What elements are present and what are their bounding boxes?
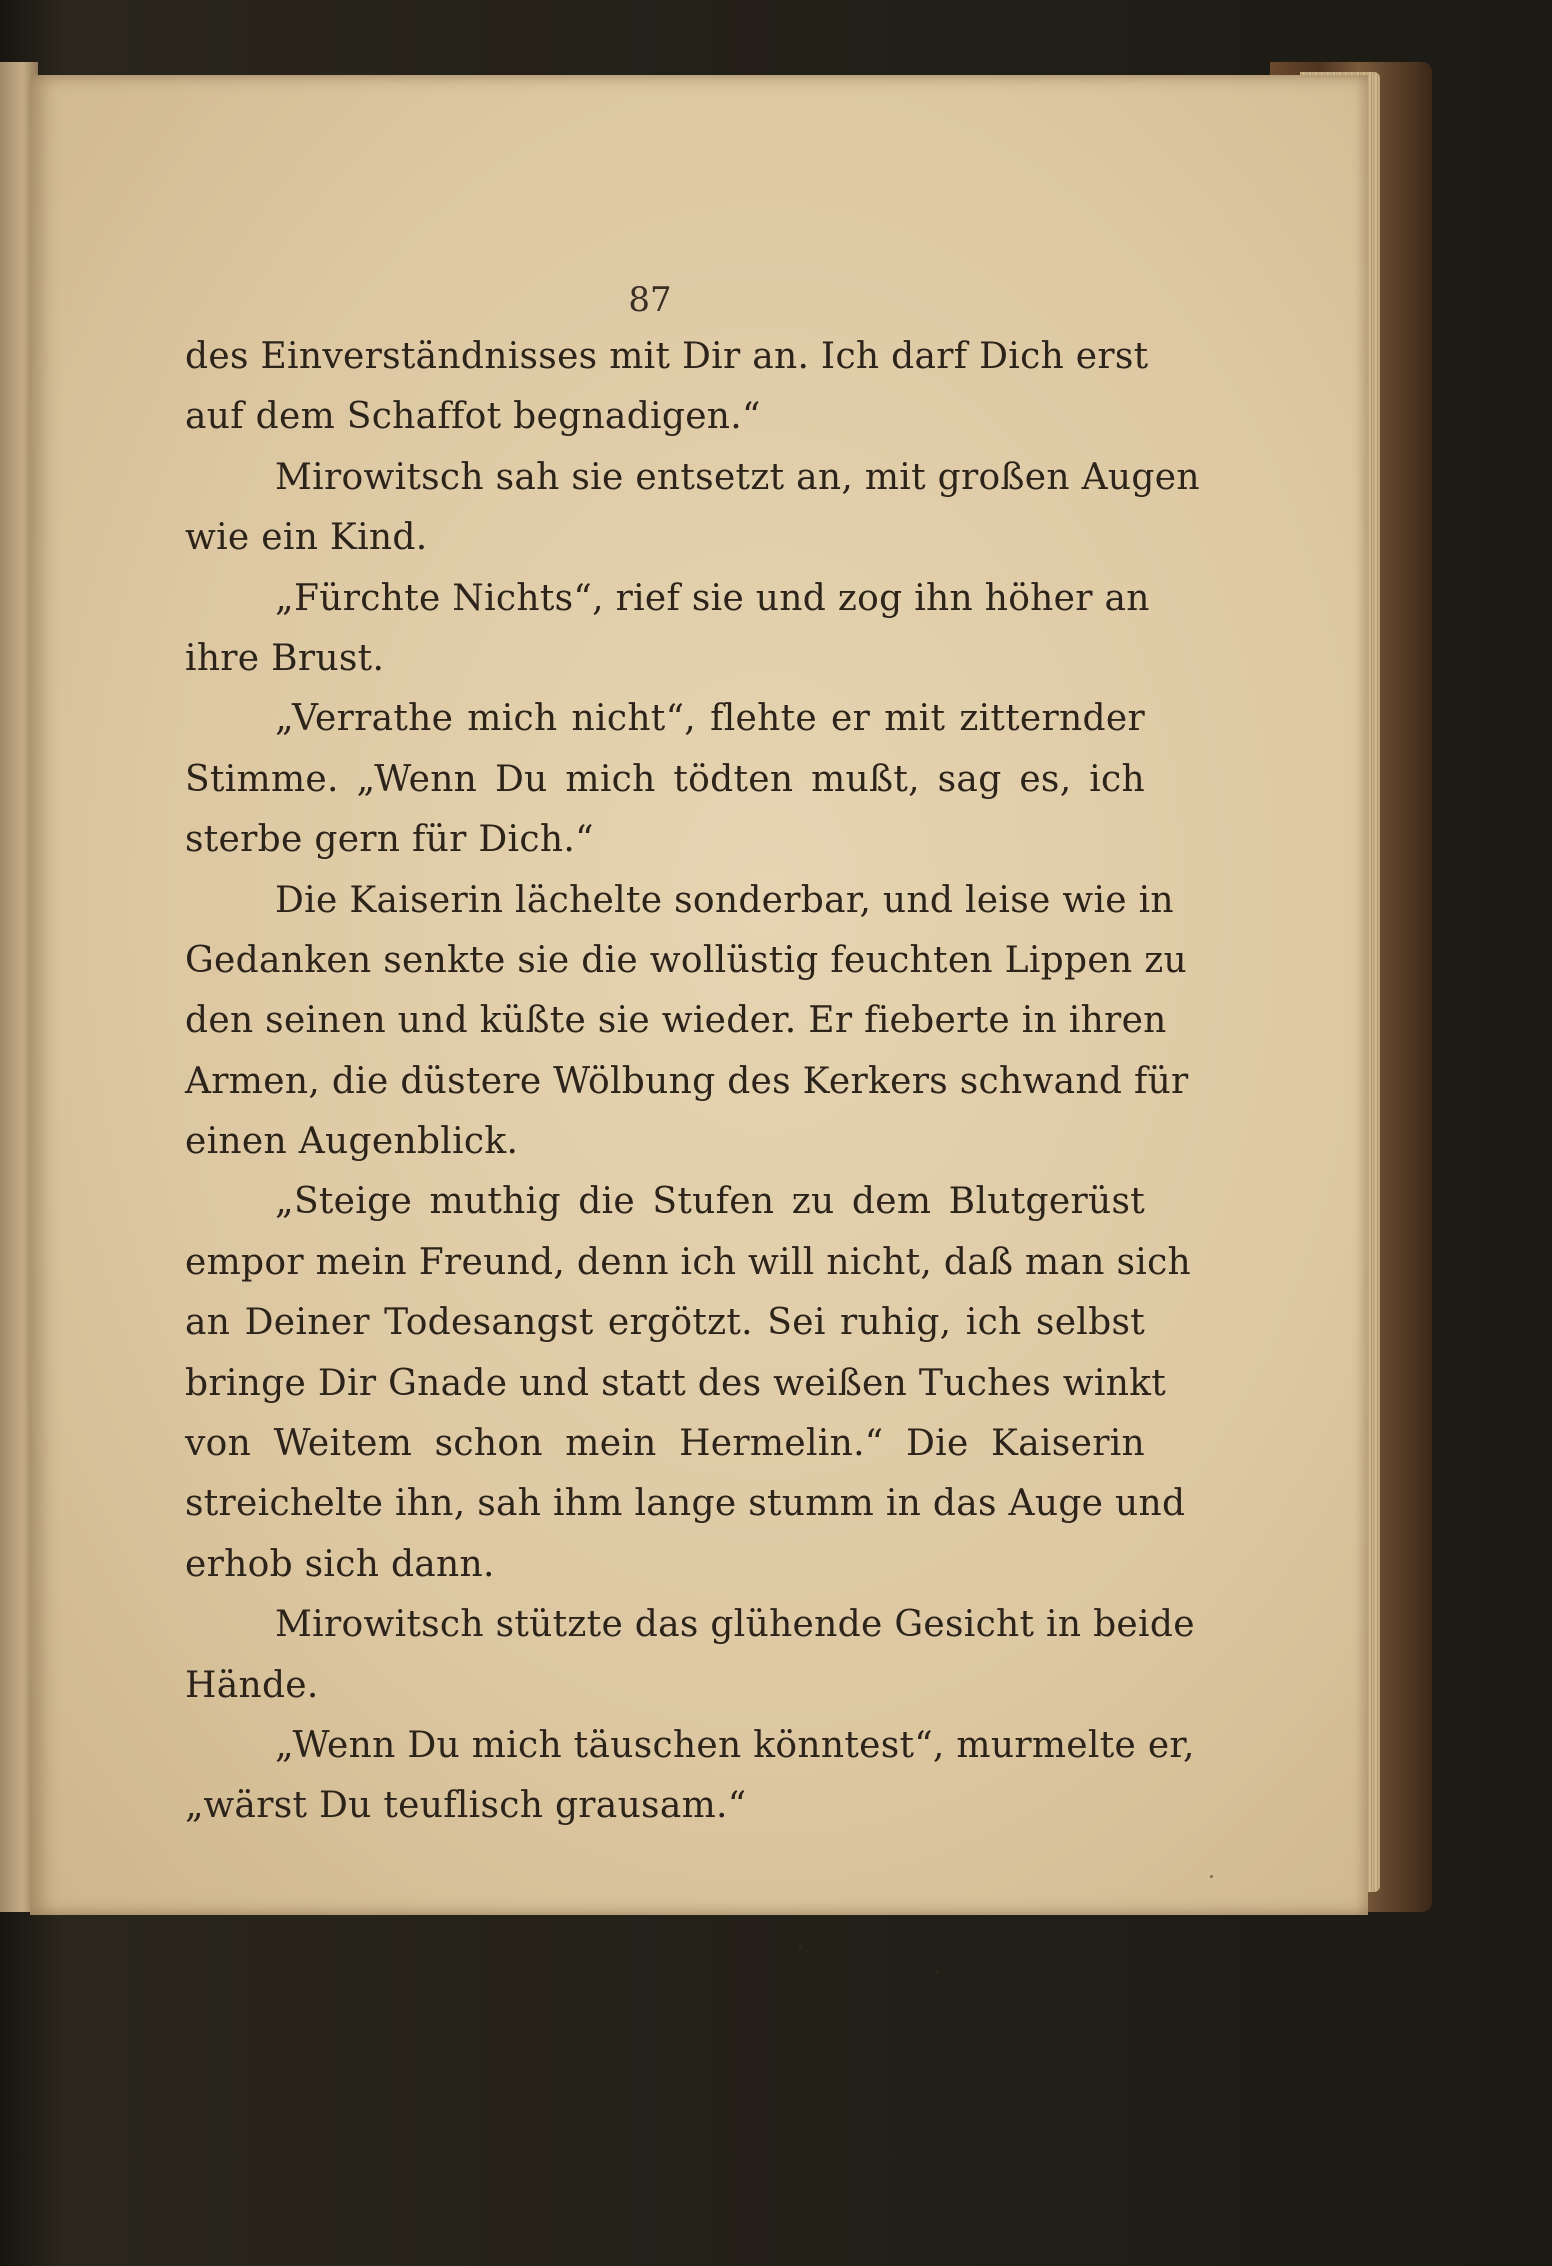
text-line: einen Augenblick. bbox=[185, 1121, 519, 1163]
text-line: „wärst Du teuflisch grausam.“ bbox=[185, 1785, 747, 1827]
text-line: den seinen und küßte sie wieder. Er fieberte in ihren bbox=[185, 1000, 1167, 1042]
text-line: Mirowitsch sah sie entsetzt an, mit großen Augen bbox=[275, 456, 1200, 498]
text-line: Die Kaiserin lächelte sonderbar, und leise wie in bbox=[275, 879, 1174, 921]
text-line: von Weitem schon mein Hermelin.“ Die Kaiserin bbox=[185, 1423, 1145, 1465]
text-line: „Fürchte Nichts“, rief sie und zog ihn höher an bbox=[275, 577, 1150, 619]
text-line: „Wenn Du mich täuschen könntest“, murmelte er, bbox=[275, 1724, 1195, 1766]
page-text-block bbox=[185, 327, 1200, 1837]
text-line: an Deiner Todesangst ergötzt. Sei ruhig, ich selbst bbox=[185, 1302, 1145, 1344]
text-line: Gedanken senkte sie die wollüstig feuchten Lippen zu bbox=[185, 939, 1187, 981]
text-line: erhob sich dann. bbox=[185, 1543, 495, 1585]
book-page bbox=[30, 75, 1368, 1915]
text-line: Armen, die düstere Wölbung des Kerkers schwand für bbox=[185, 1060, 1189, 1102]
text-line: ihre Brust. bbox=[185, 637, 385, 679]
text-line: Hände. bbox=[185, 1664, 319, 1706]
text-line: „Verrathe mich nicht“, flehte er mit zitternder bbox=[275, 698, 1145, 740]
text-line: wie ein Kind. bbox=[185, 517, 428, 559]
text-line: „Steige muthig die Stufen zu dem Blutgerüst bbox=[275, 1181, 1145, 1223]
text-line: Mirowitsch stützte das glühende Gesicht in beide bbox=[275, 1604, 1195, 1646]
text-line: bringe Dir Gnade und statt des weißen Tuches winkt bbox=[185, 1362, 1167, 1404]
text-line: auf dem Schaffot begnadigen.“ bbox=[185, 396, 761, 438]
text-line: streichelte ihn, sah ihm lange stumm in das Auge und bbox=[185, 1483, 1186, 1525]
page-number: 87 bbox=[628, 280, 672, 320]
text-line: Stimme. „Wenn Du mich tödten mußt, sag es, ich bbox=[185, 758, 1145, 800]
text-line: des Einverständnisses mit Dir an. Ich darf Dich erst bbox=[185, 336, 1149, 377]
text-line: empor mein Freund, denn ich will nicht, daß man sich bbox=[185, 1241, 1192, 1283]
text-line: sterbe gern für Dich.“ bbox=[185, 819, 594, 861]
